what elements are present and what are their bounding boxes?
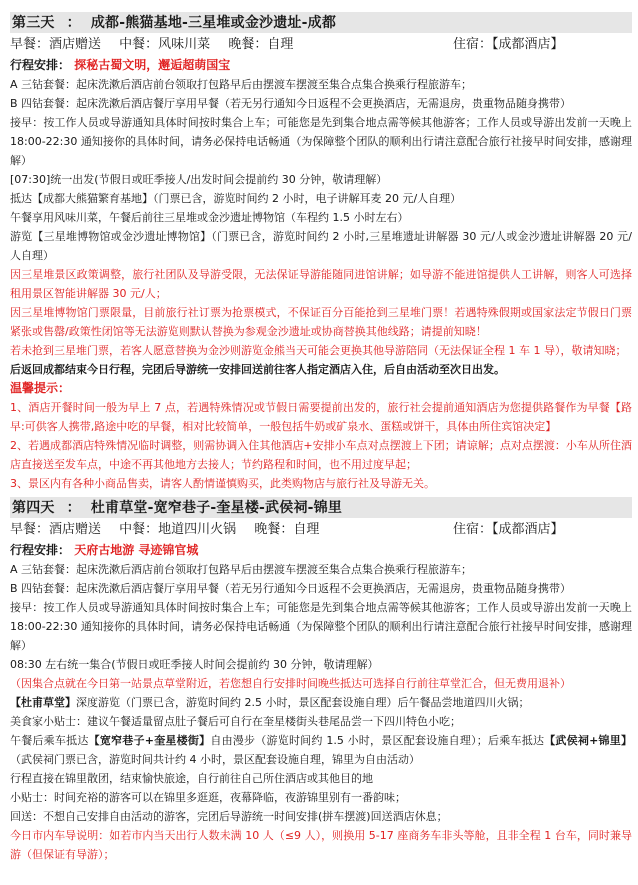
day4-lunch: 中餐：地道四川火锅 <box>119 522 237 537</box>
day3-colon: ： <box>66 15 81 31</box>
day3-after: 后返回成都结束今日行程，完团后导游统一安排回送前往客人指定酒店入住，后自由活动至次日出发。 <box>10 363 505 376</box>
day3-breakfast: 早餐：酒店赠送 <box>10 37 102 52</box>
day3-line-depart: [07:30]统一出发(节假日或旺季接人/出发时间会提前约 30 分钟，敬请理解） <box>10 173 388 186</box>
day4-arrangement <box>10 540 632 560</box>
day4-line-afternoon <box>10 731 632 769</box>
day4-line-tip: 小贴士：时间充裕的游客可以在锦里多逛逛，夜幕降临，夜游锦里别有一番韵味； <box>10 791 406 804</box>
day4-line-caotang <box>10 693 632 712</box>
day4-label: 第四天 <box>12 500 55 516</box>
day3-line-pickup: 接早：按工作人员或导游通知具体时间按时集合上车；可能您是先到集合地点需等候其他游客；工作人员或导游出发前一天晚上 18:00-22:30 通知接你的具体时间，请务必保持电话畅通（为保障整个团队的顺利出行请注意配合旅行社接早时间安排，感谢理解） <box>10 116 632 167</box>
day3-tips-label: 温馨提示： <box>10 381 71 395</box>
day4-route: 杜甫草堂-宽窄巷子-奎星楼-武侯祠-锦里 <box>90 500 343 516</box>
day4-caotang-name: 【杜甫草堂】 <box>10 696 76 709</box>
day4-afternoon-c: （武侯祠门票已含，游览时间共计约 4 小时，景区配套设施自理，锦里为自由活动） <box>10 753 420 766</box>
day4-dinner: 晚餐：自理 <box>254 522 320 537</box>
day4-afternoon-b: 自由漫步（游览时间约 1.5 小时，景区配套设施自理）；后乘车抵达 <box>210 734 545 747</box>
day3-lodging: 住宿：【成都酒店】 <box>453 37 564 52</box>
day3-red-3: 若未抢到三星堆门票，若客人愿意替换为金沙则游览金熊当天可能会更换其他导游陪同（无法保证全程 1 车 1 导），敬请知晓； <box>10 344 627 357</box>
day3-title <box>10 12 632 33</box>
day3-line-museum: 游览【三星堆博物馆或金沙遗址博物馆】（门票已含，游览时间约 2 小时,三星堆遗址讲解器 30 元/人或金沙遗址讲解器 20 元/人自理） <box>10 230 632 262</box>
day3-route: 成都-熊猫基地-三星堆或金沙遗址-成都 <box>90 15 337 31</box>
day4-body <box>10 560 632 864</box>
day3-arrangement-highlight: 探秘古蜀文明，邂逅超萌国宝 <box>74 58 231 72</box>
day3-red-2: 因三星堆博物馆门票限量，目前旅行社订票为抢票模式，不保证百分百能抢到三星堆门票！若遇特殊假期或国家法定节假日门票紧张或售罄/政策性闭馆等无法游览则默认替换为参观金沙遗址或协商替换其他线路；请提前知晓！ <box>10 306 632 338</box>
day3-line-lunch: 午餐享用风味川菜，午餐后前往三星堆或金沙遗址博物馆（车程约 1.5 小时左右） <box>10 211 409 224</box>
day3-line-b: B 四钻套餐：起床洗漱后酒店餐厅享用早餐（若无另行通知今日返程不会更换酒店，无需退房，贵重物品随身携带） <box>10 97 572 110</box>
day4-arrangement-label: 行程安排： <box>10 543 71 557</box>
day3-tip-2: 2、若遇成都酒店特殊情况临时调整，则需协调入住其他酒店+安排小车点对点摆渡上下团；请谅解；点对点摆渡：小车从所住酒店直接送至发车点，中途不再其他地方去接人；节约路程和时间，也不用过度早起； <box>10 439 632 471</box>
day3-meals <box>10 35 632 55</box>
day4-red-note: （因集合点就在今日第一站景点草堂附近，若您想自行安排时间晚些抵达可选择自行前往草堂汇合，但无费用退补） <box>10 677 571 690</box>
day4-kuanzhai: 【宽窄巷子+奎星楼街】 <box>88 734 211 747</box>
day4-line-pickup: 接早：按工作人员或导游通知具体时间按时集合上车；可能您是先到集合地点需等候其他游客；工作人员或导游出发前一天晚上 18:00-22:30 通知接你的具体时间，请务必保持电话畅通（为保障整个团队的顺利出行请注意配合旅行社接早时间安排，感谢理解） <box>10 601 632 652</box>
day3-tip-3: 3、景区内有各种小商品售卖，请客人酌情谨慎购买，此类购物店与旅行社及导游无关。 <box>10 477 435 490</box>
day3-lunch: 中餐：风味川菜 <box>119 37 211 52</box>
day4-colon: ： <box>66 500 81 516</box>
day3-label: 第三天 <box>12 15 55 31</box>
day4-lodging: 住宿：【成都酒店】 <box>453 522 564 537</box>
day4-line-return: 回送：不想自己安排自由活动的游客，完团后导游统一时间安排(拼车摆渡)回送酒店休息； <box>10 810 448 823</box>
day4-line-gather: 08:30 左右统一集合(节假日或旺季接人时间会提前约 30 分钟，敬请理解） <box>10 658 379 671</box>
day3-body <box>10 75 632 379</box>
day4-line-b: B 四钻套餐：起床洗漱后酒店餐厅享用早餐（若无另行通知今日返程不会更换酒店，无需退房，贵重物品随身携带） <box>10 582 572 595</box>
day4-line-a: A 三钻套餐：起床洗漱后酒店前台领取打包路早后由摆渡车摆渡至集合点集合换乘行程旅游车； <box>10 563 473 576</box>
day4-food-tip: 美食家小贴士：建议午餐适量留点肚子餐后可自行在奎星楼街头巷尾品尝一下四川特色小吃； <box>10 715 461 728</box>
day3-dinner: 晚餐：自理 <box>228 37 294 52</box>
day3-line-a: A 三钻套餐：起床洗漱后酒店前台领取打包路早后由摆渡车摆渡至集合点集合换乘行程旅游车； <box>10 78 473 91</box>
day4-afternoon-a: 午餐后乘车抵达 <box>10 734 89 747</box>
day3-arrangement-label: 行程安排： <box>10 58 71 72</box>
day4-meals <box>10 520 632 540</box>
day3-line-panda: 抵达【成都大熊猫繁育基地】（门票已含，游览时间约 2 小时，电子讲解耳麦 20 元/人自理） <box>10 192 462 205</box>
day4-wuhou: 【武侯祠+锦里】 <box>544 734 633 747</box>
day4-caotang-text: 深度游览（门票已含，游览时间约 2.5 小时，景区配套设施自理）后午餐品尝地道四川火锅； <box>76 696 530 709</box>
day3-red-1: 因三星堆景区政策调整，旅行社团队及导游受限，无法保证导游能随同进馆讲解；如导游不能进馆提供人工讲解，则客人可选择租用景区智能讲解器 30 元/人； <box>10 268 632 300</box>
itinerary-page <box>10 0 632 864</box>
day3-tip-1: 1、酒店开餐时间一般为早上 7 点，若遇特殊情况或节假日需要提前出发的，旅行社会提前通知酒店为您提供路餐作为早餐【路早:可供客人携带,路途中吃的早餐，相对比较简单，一般包括牛奶或矿泉水、蛋糕或饼干，具体由所住宾馆决定】 <box>10 401 632 433</box>
day3-arrangement <box>10 55 632 75</box>
day4-last-red: 今日市内车导说明：如若市内当天出行人数未满 10 人（≤9 人），则换用 5-17 座商务车非头等舱，且非全程 1 台车，同时兼导游（但保证有导游）； <box>10 829 632 861</box>
day4-breakfast: 早餐：酒店赠送 <box>10 522 102 537</box>
day4-line-end: 行程直接在锦里散团，结束愉快旅途，自行前往自己所住酒店或其他目的地 <box>10 772 373 785</box>
day3-tips <box>10 398 632 493</box>
day4-title <box>10 497 632 518</box>
day4-arrangement-highlight: 天府古地游 寻迹锦官城 <box>74 543 199 557</box>
